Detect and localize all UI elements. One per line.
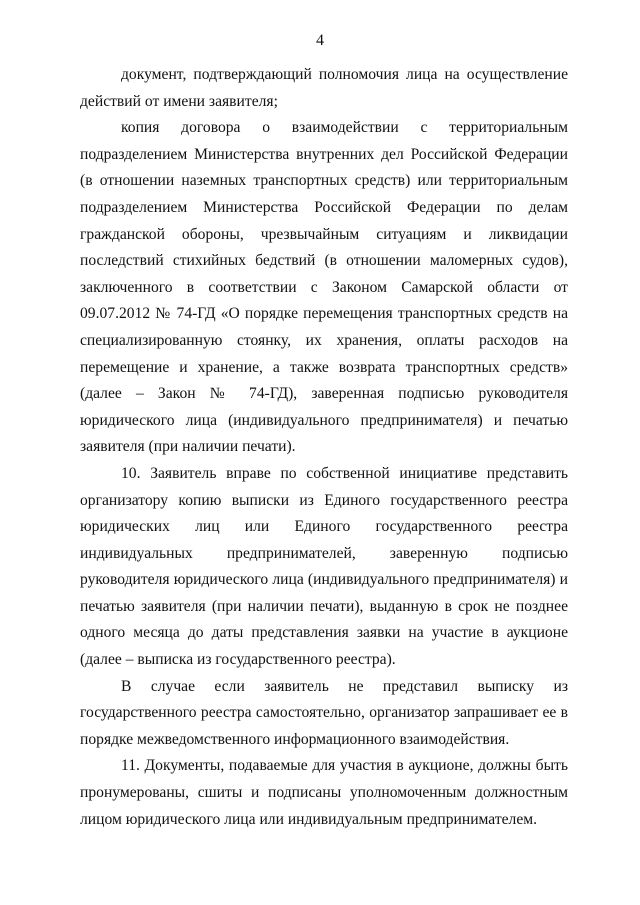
paragraph-item-10: 10. Заявитель вправе по собственной инициативе представить организатору копию выписки из Единого государственного реестра юридических лиц или Единого государственного реестра индивидуальных предпринимателей, заверенную подписью руководителя юридического лица (индивидуального предпринимателя) и печатью заявителя (при наличии печати), выданную в срок не позднее одного месяца до даты представления заявки на участие в аукционе (далее – выписка из государственного реестра). bbox=[80, 464, 568, 669]
paragraph-item-11: 11. Документы, подаваемые для участия в аукционе, должны быть пронумерованы, сшиты и подписаны уполномоченным должностным лицом юридического лица или индивидуальным предпринимателем. bbox=[80, 757, 568, 828]
paragraph-interagency-request: В случае если заявитель не представил выписку из государственного реестра самостоятельно, организатор запрашивает ее в порядке межведомственного информационного взаимодействия. bbox=[80, 677, 568, 748]
page-number: 4 bbox=[316, 32, 324, 49]
paragraph-agreement-copy: копия договора о взаимодействии с территориальным подразделением Министерства внутренних дел Российской Федерации (в отношении наземных транспортных средств) или территориальным подразделением Министерства Российской Федерации по делам гражданской обороны, чрезвычайным ситуациям и ликвидации последствий стихийных бедствий (в отношении маломерных судов), заключенного в соответствии с Законом Самарской области от 09.07.2012 № 74-ГД «О порядке перемещения транспортных средств на специализированную стоянку, их хранения, оплаты расходов на перемещение и хранение, а также возврата транспортных средств» (далее – Закон № 74-ГД), заверенная подписью руководителя юридического лица (индивидуального предпринимателя) и печатью заявителя (при наличии печати). bbox=[80, 119, 568, 456]
document-body bbox=[80, 62, 568, 833]
paragraph-authority-document: документ, подтверждающий полномочия лица на осуществление действий от имени заявителя; bbox=[80, 66, 568, 110]
